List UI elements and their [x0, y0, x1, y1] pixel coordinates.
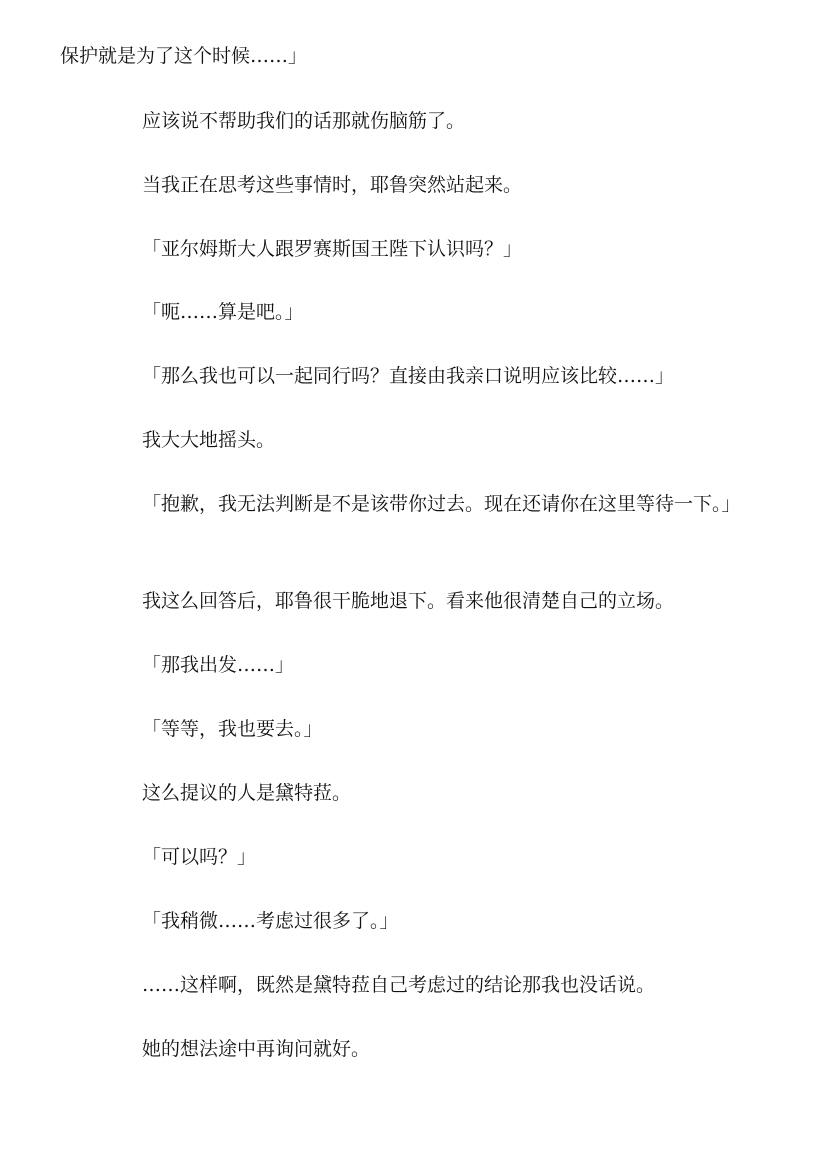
paragraph-3: 当我正在思考这些事情时，耶鲁突然站起来。 [142, 174, 523, 196]
paragraph-13: 「可以吗？」 [142, 846, 257, 868]
paragraph-15: ……这样啊，既然是黛特菈自己考虑过的结论那我也没话说。 [142, 974, 656, 996]
paragraph-5: 「呃……算是吧。」 [142, 301, 304, 323]
paragraph-10: 「那我出发……」 [142, 654, 295, 676]
paragraph-6: 「那么我也可以一起同行吗？直接由我亲口说明应该比较……」 [142, 365, 675, 387]
paragraph-1: 保护就是为了这个时候……」 [60, 45, 308, 67]
paragraph-9: 我这么回答后，耶鲁很干脆地退下。看来他很清楚自己的立场。 [142, 590, 675, 612]
paragraph-16: 她的想法途中再询问就好。 [142, 1038, 371, 1060]
paragraph-7: 我大大地摇头。 [142, 429, 276, 451]
paragraph-11: 「等等，我也要去。」 [142, 718, 323, 740]
paragraph-4: 「亚尔姆斯大人跟罗赛斯国王陛下认识吗？」 [142, 238, 523, 260]
paragraph-12: 这么提议的人是黛特菈。 [142, 782, 352, 804]
paragraph-2: 应该说不帮助我们的话那就伤脑筋了。 [142, 110, 466, 132]
paragraph-14: 「我稍微……考虑过很多了。」 [142, 910, 399, 932]
paragraph-8: 「抱歉，我无法判断是不是该带你过去。现在还请你在这里等待一下。」 [142, 493, 741, 515]
